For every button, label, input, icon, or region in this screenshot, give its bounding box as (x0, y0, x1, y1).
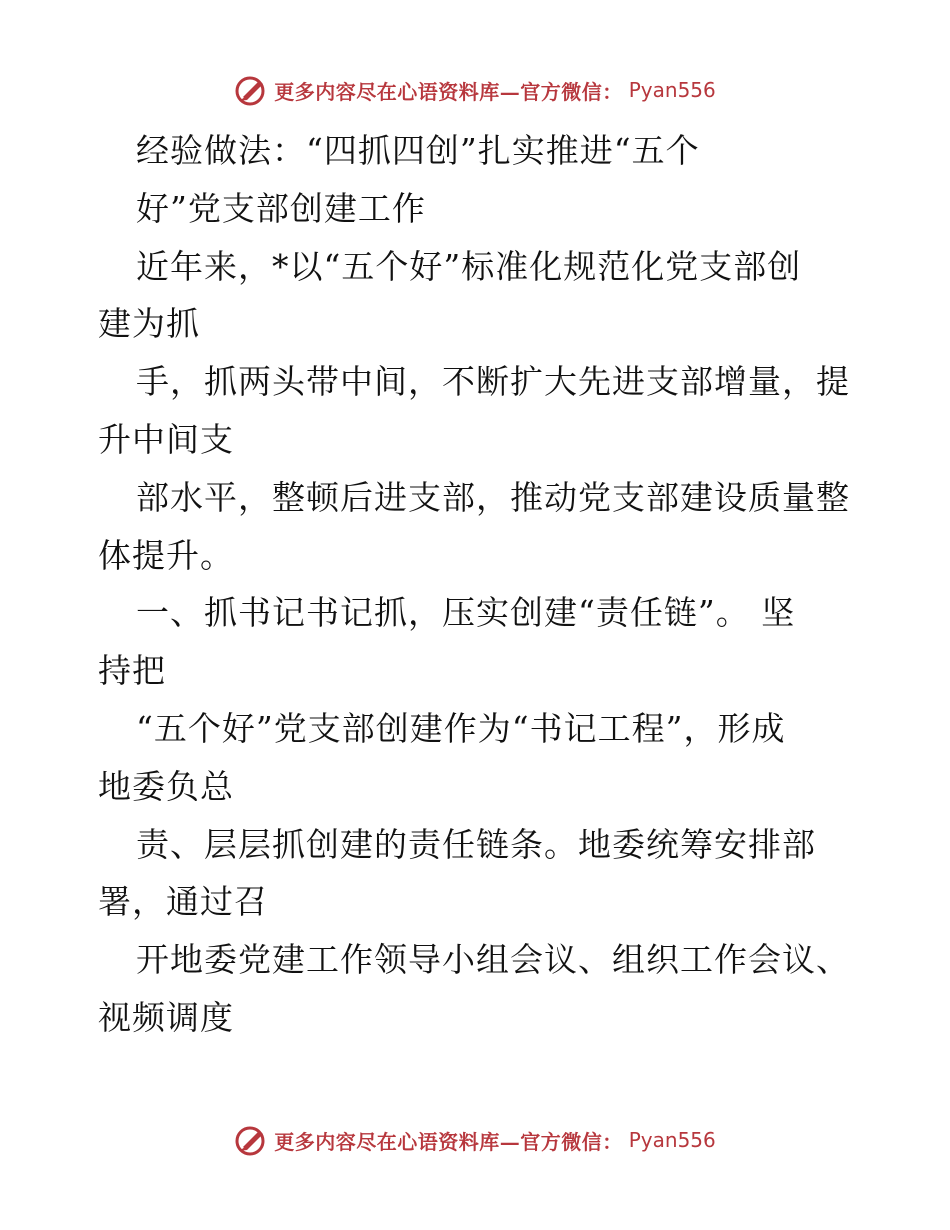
doc-line: 视频调度 (98, 997, 234, 1037)
banner-text: 更多内容尽在心语资料库—官方微信： (274, 79, 623, 104)
doc-line: 体提升。 (98, 535, 234, 575)
banner-contact: Pyan556 (628, 78, 716, 102)
pen-seal-logo-icon (234, 1123, 268, 1157)
doc-line: 持把 (98, 651, 166, 691)
doc-line: 近年来，*以“五个好”标准化规范化党支部创 (136, 246, 802, 286)
header-watermark-banner (0, 70, 950, 110)
banner-text: 更多内容尽在心语资料库—官方微信： (274, 1129, 623, 1154)
doc-line: 手，抓两头带中间，不断扩大先进支部增量，提 (136, 362, 850, 402)
doc-line: 好”党支部创建工作 (136, 188, 426, 228)
doc-line: 部水平，整顿后进支部，推动党支部建设质量整 (136, 477, 850, 517)
footer-watermark-banner (0, 1120, 950, 1160)
doc-line: 建为抓 (98, 304, 200, 344)
pen-seal-logo-icon (234, 73, 268, 107)
banner-contact: Pyan556 (628, 1128, 716, 1152)
doc-line: 责、层层抓创建的责任链条。地委统筹安排部 (136, 824, 816, 864)
doc-line: 开地委党建工作领导小组会议、组织工作会议、 (136, 940, 850, 980)
doc-line: 地委负总 (98, 766, 234, 806)
doc-line: 升中间支 (98, 419, 234, 459)
doc-line: 一、抓书记书记抓，压实创建“责任链”。 坚 (136, 593, 796, 633)
doc-line: “五个好”党支部创建作为“书记工程”，形成 (136, 708, 786, 748)
document-body (98, 122, 858, 1047)
doc-line: 署，通过召 (98, 882, 268, 922)
doc-line: 经验做法：“四抓四创”扎实推进“五个 (136, 131, 700, 170)
